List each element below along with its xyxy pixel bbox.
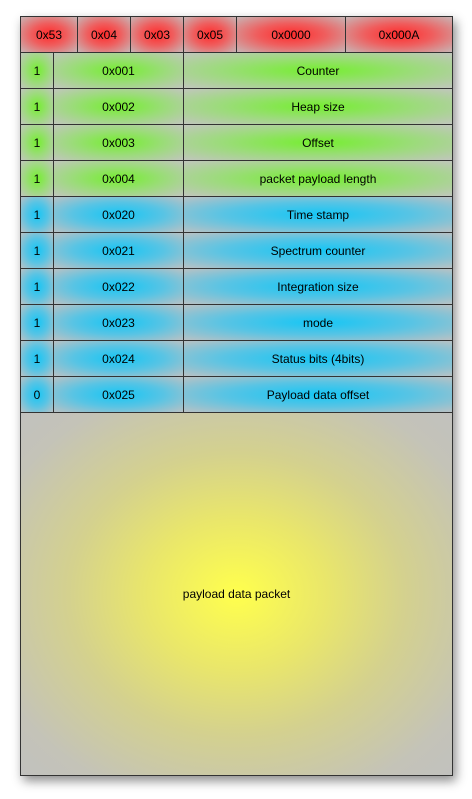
item-flag: 1: [21, 125, 54, 161]
item-flag: 1: [21, 269, 54, 305]
item-flag: 1: [21, 197, 54, 233]
item-name: Time stamp: [184, 197, 452, 233]
item-flag: 1: [21, 305, 54, 341]
item-id: 0x003: [54, 125, 184, 161]
item-flag: 1: [21, 233, 54, 269]
item-flag: 0: [21, 377, 54, 413]
item-id: 0x021: [54, 233, 184, 269]
item-id: 0x002: [54, 89, 184, 125]
item-id: 0x020: [54, 197, 184, 233]
header-cell-reserved: 0x0000: [237, 17, 346, 53]
item-name: mode: [184, 305, 452, 341]
payload-area: [21, 413, 452, 775]
item-id: 0x024: [54, 341, 184, 377]
header-cell-num-items: 0x000A: [346, 17, 452, 53]
item-name: Payload data offset: [184, 377, 452, 413]
item-name: packet payload length: [184, 161, 452, 197]
item-id: 0x004: [54, 161, 184, 197]
item-id: 0x025: [54, 377, 184, 413]
item-id: 0x022: [54, 269, 184, 305]
item-id: 0x023: [54, 305, 184, 341]
item-name: Counter: [184, 53, 452, 89]
item-flag: 1: [21, 53, 54, 89]
item-name: Status bits (4bits): [184, 341, 452, 377]
header-cell-item-pointer-width: 0x03: [131, 17, 184, 53]
header-cell-magic: 0x53: [21, 17, 78, 53]
header-cell-version: 0x04: [78, 17, 131, 53]
item-flag: 1: [21, 341, 54, 377]
item-name: Spectrum counter: [184, 233, 452, 269]
item-id: 0x001: [54, 53, 184, 89]
item-flag: 1: [21, 89, 54, 125]
item-name: Offset: [184, 125, 452, 161]
payload-label: payload data packet: [182, 587, 291, 601]
packet-diagram: [20, 16, 453, 776]
header-cell-heap-addr-width: 0x05: [184, 17, 237, 53]
item-name: Heap size: [184, 89, 452, 125]
item-name: Integration size: [184, 269, 452, 305]
item-flag: 1: [21, 161, 54, 197]
